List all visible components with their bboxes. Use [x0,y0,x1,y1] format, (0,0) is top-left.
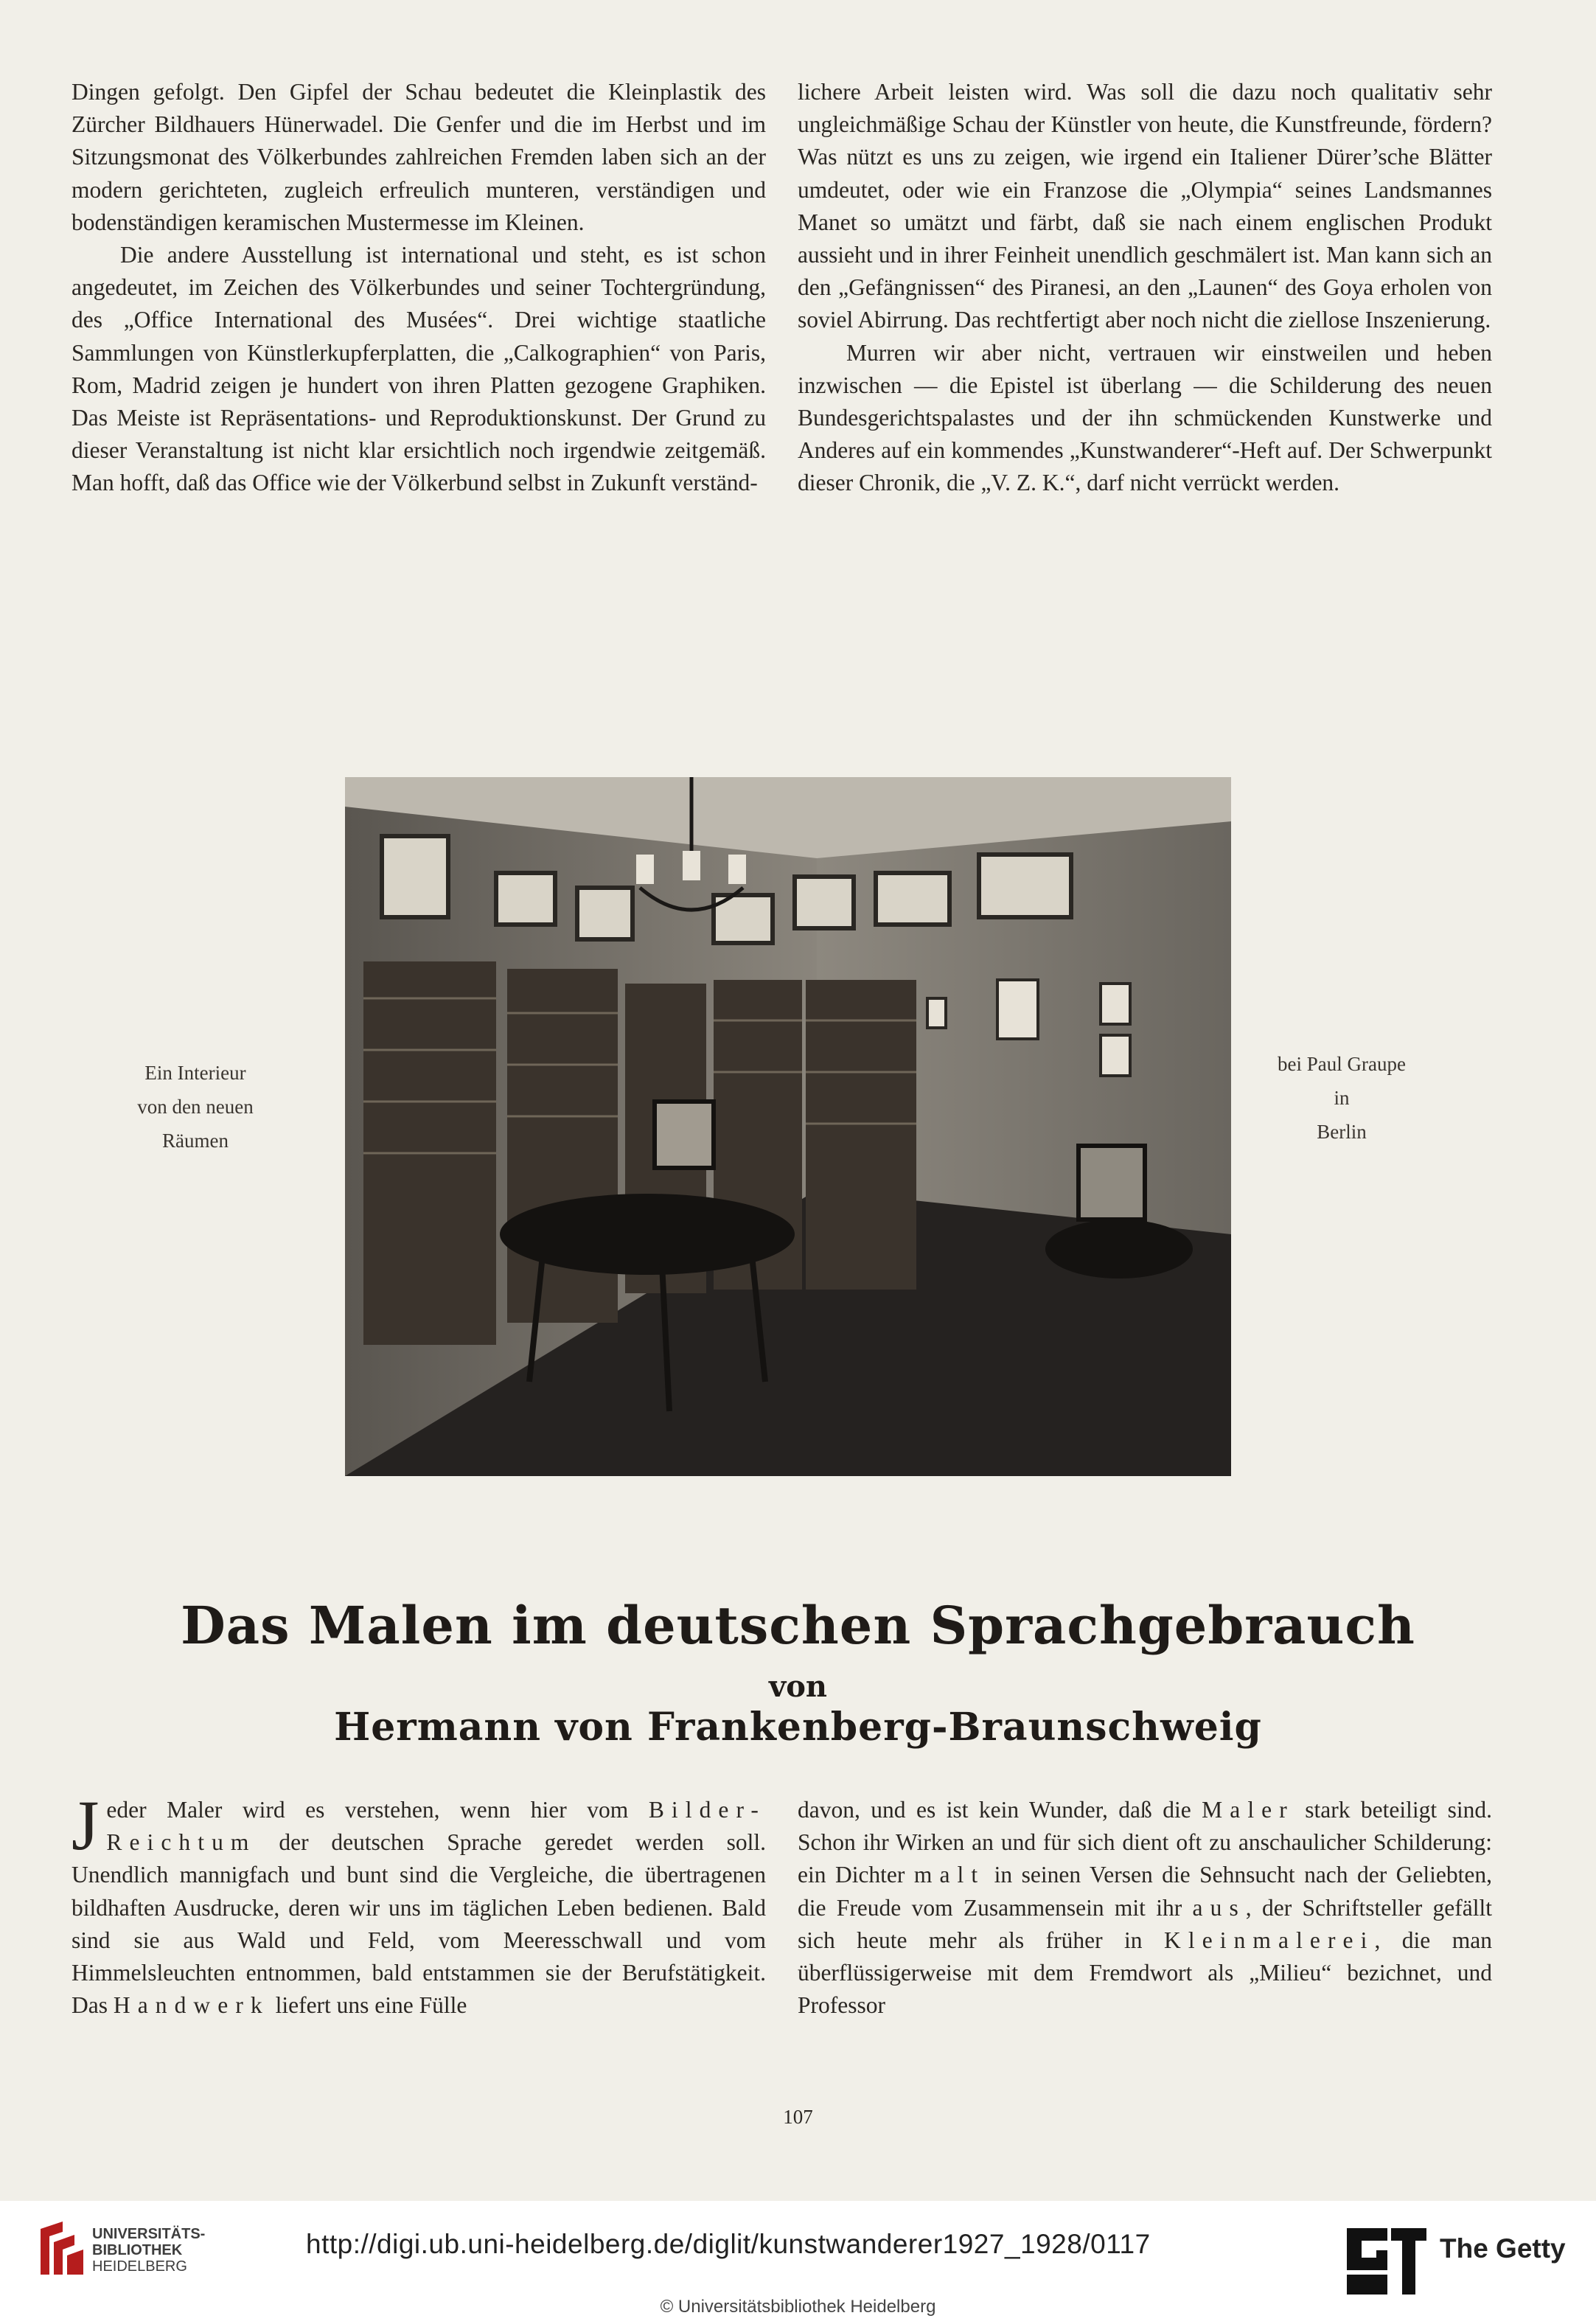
footer-bar [0,2201,1596,2324]
spaced-emphasis: Maler [1202,1797,1294,1823]
getty-name: The Getty [1440,2233,1566,2264]
page-number: 107 [783,2106,813,2128]
caption-line: in [1334,1087,1350,1109]
text-segment: der deutschen Sprache geredet werden soll. Unendlich mannigfach und bunt sind die Vergleiche, die übertragenen bildhaften Ausdrucke, deren wir uns im täglichen Leben bedienen. Bald sind sie aus Wald und Feld, vom Meeresschwall und vom Himmelsleuchten entnommen, bald entstammen sie der Berufstätigkeit. Das [72,1829,766,2019]
caption-line: Räumen [162,1130,229,1152]
paragraph [798,1794,1492,2022]
spaced-emphasis: aus [1192,1894,1246,1921]
drop-cap: J [72,1786,100,1865]
interior-photo [345,777,1231,1476]
text-segment: stark beteiligt sind. Schon ihr Wirken an und für sich dient oft zu anschaulicher Schilderung: ein Dichter [798,1797,1492,1888]
spaced-emphasis: malt [913,1862,986,1888]
library-name [92,2226,205,2275]
paragraph [72,1786,766,2022]
text-segment: , der Schriftsteller gefällt sich heute mehr als früher in [798,1894,1492,1953]
spaced-emphasis: Kleinmalerei [1164,1927,1375,1953]
column-bottom-right [798,1794,1492,2022]
column-top-right [798,76,1492,500]
text-segment: eder Maler wird es verstehen, wenn hier vom [106,1797,649,1823]
text-segment: , die man überflüssigerweise mit dem Fremdwort als „Milieu“ bezichnet, und Professor [798,1927,1493,2019]
figure-caption-right [1261,1047,1423,1149]
paragraph: Die andere Ausstellung ist international und steht, es ist schon angedeutet, im Zeichen des Völkerbundes und seiner Tochtergründung, des „Office International des Musées“. Drei wichtige staatliche Sammlungen von Künstlerkupferplatten, die „Calkographien“ von Paris, Rom, Madrid zeigen je hundert von ihren Platten gezogene Graphiken. Das Meiste ist Repräsentations- und Reproduktionskunst. Der Grund zu dieser Veranstaltung ist nicht klar ersichtlich noch irgendwie zeitgemäß. Man hofft, daß das Office wie der Völkerbund selbst in Zukunft verständ- [72,242,766,496]
column-top-left [72,76,766,500]
caption-line: Berlin [1317,1121,1367,1143]
library-name-line: UNIVERSITÄTS- [92,2226,206,2242]
paragraph: Murren wir aber nicht, vertrauen wir einstweilen und heben inzwischen — die Epistel ist überlang — die Schilderung des neuen Bundesgerichtspalastes und der ihn schmückenden Kunstwerke und Anderes auf ein kommendes „Kunstwanderer“-Heft auf. Der Schwerpunkt dieser Chronik, die „V. Z. K.“, darf nicht verrückt werden. [798,339,1492,496]
column-bottom-left [72,1786,766,2022]
caption-line: Ein Interieur [144,1062,246,1084]
caption-line: von den neuen [137,1096,254,1118]
interior-photo-drawing [345,777,1231,1476]
text-segment: liefert uns eine Fülle [269,1992,467,2019]
getty-logo-icon [1343,2224,1430,2298]
spaced-emphasis: Handwerk [113,1992,270,2019]
permalink-url[interactable]: http://digi.ub.uni-heidelberg.de/diglit/kunstwanderer1927_1928/0117 [306,2229,1151,2259]
paragraph: Dingen gefolgt. Den Gipfel der Schau bedeutet die Kleinplastik des Zürcher Bildhauers Hünerwadel. Die Genfer und die im Herbst und im Sitzungsmonat des Völkerbundes zahlreichen Fremden laben sich an der modern gerichteten, zugleich erfreulich munteren, verständigen und bodenständigen keramischen Mustermesse im Kleinen. [72,79,766,235]
article-author: Hermann von Frankenberg-Braunschweig [334,1705,1262,1750]
library-name-line: HEIDELBERG [92,2258,187,2275]
spaced-emphasis: Bilder-Reichtum [106,1797,766,1856]
paragraph: lichere Arbeit leisten wird. Was soll die dazu noch qualitativ sehr ungleichmäßige Schau der Künstler von heute, die Kunstfreunde, fördern? Was nützt es uns zu zeigen, wie irgend ein Italiener Dürer’sche Blätter umdeutet, oder wie ein Franzose die „Olympia“ seines Landsmannes Manet so umätzt und färbt, daß sie nach einem englischen Produkt aussieht und in ihrer Feinheit unendlich geschmälert ist. Man kann sich an den „Gefängnissen“ des Piranesi, an den „Launen“ des Goya erholen von soviel Abirrung. Das rechtfertigt aber noch nicht die ziellose Inszenierung. [798,79,1492,333]
article-byline: von [768,1669,827,1704]
library-name-line: BIBLIOTHEK [92,2242,183,2258]
copyright-notice: © Universitätsbibliothek Heidelberg [660,2297,936,2317]
caption-line: bei Paul Graupe [1278,1053,1406,1075]
figure-caption-left [111,1056,280,1158]
university-library-logo-icon [41,2222,83,2275]
text-segment: davon, und es ist kein Wunder, daß die [798,1797,1202,1823]
text-segment: in seinen Versen die Sehnsucht nach der Geliebten, die Freude vom Zusammensein mit ihr [798,1862,1493,1921]
article-title: Das Malen im deutschen Sprachgebrauch [181,1595,1415,1656]
